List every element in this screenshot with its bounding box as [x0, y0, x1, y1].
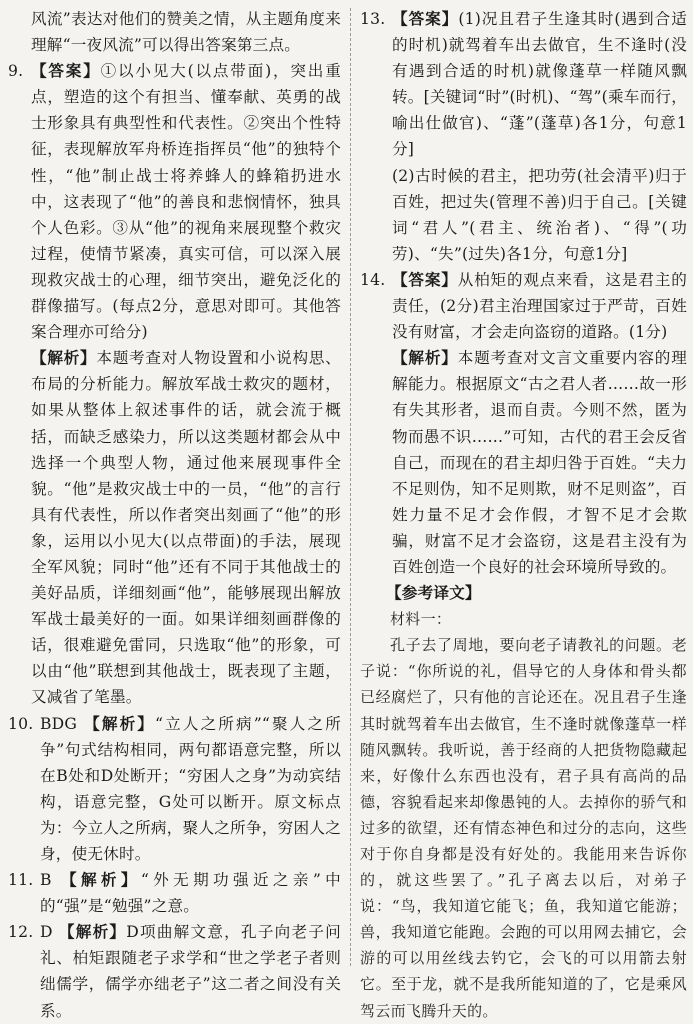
- question-14: [360, 267, 687, 580]
- q14-answer-tag: 【答案】: [392, 269, 458, 289]
- q14-number: 14.: [360, 270, 386, 289]
- q12-number: 12.: [8, 923, 34, 942]
- column-divider: [350, 8, 351, 966]
- question-11: [8, 867, 341, 919]
- q11-answer: B: [40, 871, 52, 890]
- q10-answer: BDG: [40, 714, 78, 733]
- question-10: [8, 711, 341, 868]
- q12-analysis-text: D项曲解文意，孔子向老子问礼、柏矩跟随老子求学和“世之学老子者则绌儒学，儒学亦绌老子”这二者之间没有关系。: [40, 923, 341, 1020]
- q9-analysis-tag: 【解析】: [31, 348, 97, 368]
- q11-body: [40, 867, 341, 919]
- left-column: [8, 6, 341, 1024]
- q13-part2: (2)古时候的君主，把功劳(社会清平)归于百姓，把过失(管理不善)归于自己。[关键词“君人”(君主、统治者)、“得”(功劳)、“失”(过失)各1分，句意1分]: [392, 166, 687, 263]
- translation-paragraph: 孔子去了周地，要向老子请教礼的问题。老子说：“你所说的礼，倡导它的人身体和骨头都已经腐烂了，只有他的言论还在。况且君子生逢其时就驾着车出去做官，生不逢时就像蓬草一样随风飘转。我听说，善于经商的人把货物隐藏起来，好像什么东西也没有，君子具有高尚的品德，容貌看起来却像愚钝的人。去掉你的骄气和过多的欲望，还有情态神色和过分的志向，这些对于你自身都是没有好处的。我能用来告诉你的，就这些罢了。”孔子离去以后，对弟子说：“鸟，我知道它能飞；鱼，我知道它能游；兽，我知道它能跑。会跑的可以用网去捕它，会游的可以用丝线去钓它，会飞的可以用箭去射它。至于龙，就不是我所能知道的了，它是乘风驾云而飞腾升天的。: [360, 636, 687, 1020]
- question-13: [360, 6, 687, 267]
- q9-answer-text: ①以小见大(以点带面)，突出重点，塑造的这个有担当、懂奉献、英勇的战士形象具有典型性和代表性。②突出个性特征，表现解放军舟桥连指挥员“他”的独特个性，“他”制止战士将养蜂人的蜂箱扔进水中，这表现了“他”的善良和悲悯情怀，独具个人色彩。③从“他”的视角来展现整个救灾过程，使情节紧凑，真实可信，可以深入展现救灾战士的心理，细节突出，避免泛化的群像描写。(每点2分，意思对即可。其他答案合理亦可给分): [31, 62, 341, 342]
- q11-analysis-tag: 【解析】: [61, 870, 141, 890]
- q9-body: [31, 58, 341, 345]
- material-one-label: 材料一：: [390, 610, 452, 629]
- q10-body: [40, 711, 341, 868]
- q14-body: [392, 267, 687, 580]
- question-9: [8, 58, 341, 345]
- q11-analysis-text: “外无期功强近之亲”中的“强”是“勉强”之意。: [40, 871, 341, 916]
- q11-number: 11.: [8, 871, 34, 890]
- q13-number: 13.: [360, 10, 386, 28]
- q14-analysis-text: 本题考查对文言文重要内容的理解能力。根据原文“古之君人者……故一形有失其形者，退而自责。今则不然，匿为物而愚不识……”可知，古代的君王会反省自己，而现在的君主却归咎于百姓。“夫力不足则伪，知不足则欺，财不足则盗”，百姓力量不足才会作假，才智不足才会欺骗，财富不足才会盗窃，这是君主没有为百姓创造一个良好的社会环境所导致的。: [392, 349, 687, 576]
- q12-answer: D: [40, 923, 53, 942]
- q12-analysis-tag: 【解析】: [58, 922, 127, 942]
- right-column: [360, 6, 687, 1024]
- q10-analysis-text: “立人之所病”“聚人之所争”句式结构相同，两句都语意完整，所以在B处和D处断开；“穷困人之身”为动宾结构，语意完整，G处可以断开。原文标点为：今立人之所病，聚人之所争，穷困人之身，使无休时。: [40, 714, 341, 863]
- q14-answer-text: 从柏矩的观点来看，这是君主的责任，(2分)君主治理国家过于严苛，百姓没有财富，才会走向盗窃的道路。(1分): [392, 270, 687, 342]
- q13-body: [392, 6, 687, 267]
- q14-analysis: [392, 345, 687, 580]
- q10-number: 10.: [8, 714, 34, 733]
- footer-cut-off: [230, 962, 470, 973]
- q9-analysis-text: 本题考查对人物设置和小说构思、布局的分析能力。解放军战士救灾的题材，如果从整体上叙述事件的话，就会流于概括，而缺乏感染力，所以这类题材都会从中选择一个典型人物，通过他来展现事件全貌。“他”是救灾战士中的一员，“他”的言行具有代表性，所以作者突出刻画了“他”的形象，运用以小见大(以点带面)的手法，展现全军风貌；同时“他”还有不同于其他战士的美好品质，详细刻画“他”，能够展现出解放军战士最美好的一面。如果详细刻画群像的话，很难避免雷同，只选取“他”的形象，可以由“他”联想到其他战士，既表现了主题，又减省了笔墨。: [31, 349, 341, 707]
- q9-number: 9.: [8, 62, 24, 81]
- q9-analysis: [8, 345, 341, 710]
- q13-answer-tag: 【答案】: [392, 9, 459, 28]
- reference-translation-heading: 【参考译文】: [386, 583, 481, 603]
- q14-analysis-tag: 【解析】: [392, 348, 458, 368]
- q9-answer-tag: 【答案】: [31, 61, 101, 81]
- q8-continuation: 风流”表达对他们的赞美之情，从主题角度来理解“一夜风流”可以得出答案第三点。: [31, 10, 341, 55]
- q10-analysis-tag: 【解析】: [84, 713, 156, 733]
- q13-part1: (1)况且君子生逢其时(遇到合适的时机)就驾着车出去做官，生不逢时(没有遇到合适的时机)就像蓬草一样随风飘转。[关键词“时”(时机)、“驾”(乘车而行，喻出仕做官)、“蓬”(蓬草)各1分，句意1分]: [392, 10, 687, 159]
